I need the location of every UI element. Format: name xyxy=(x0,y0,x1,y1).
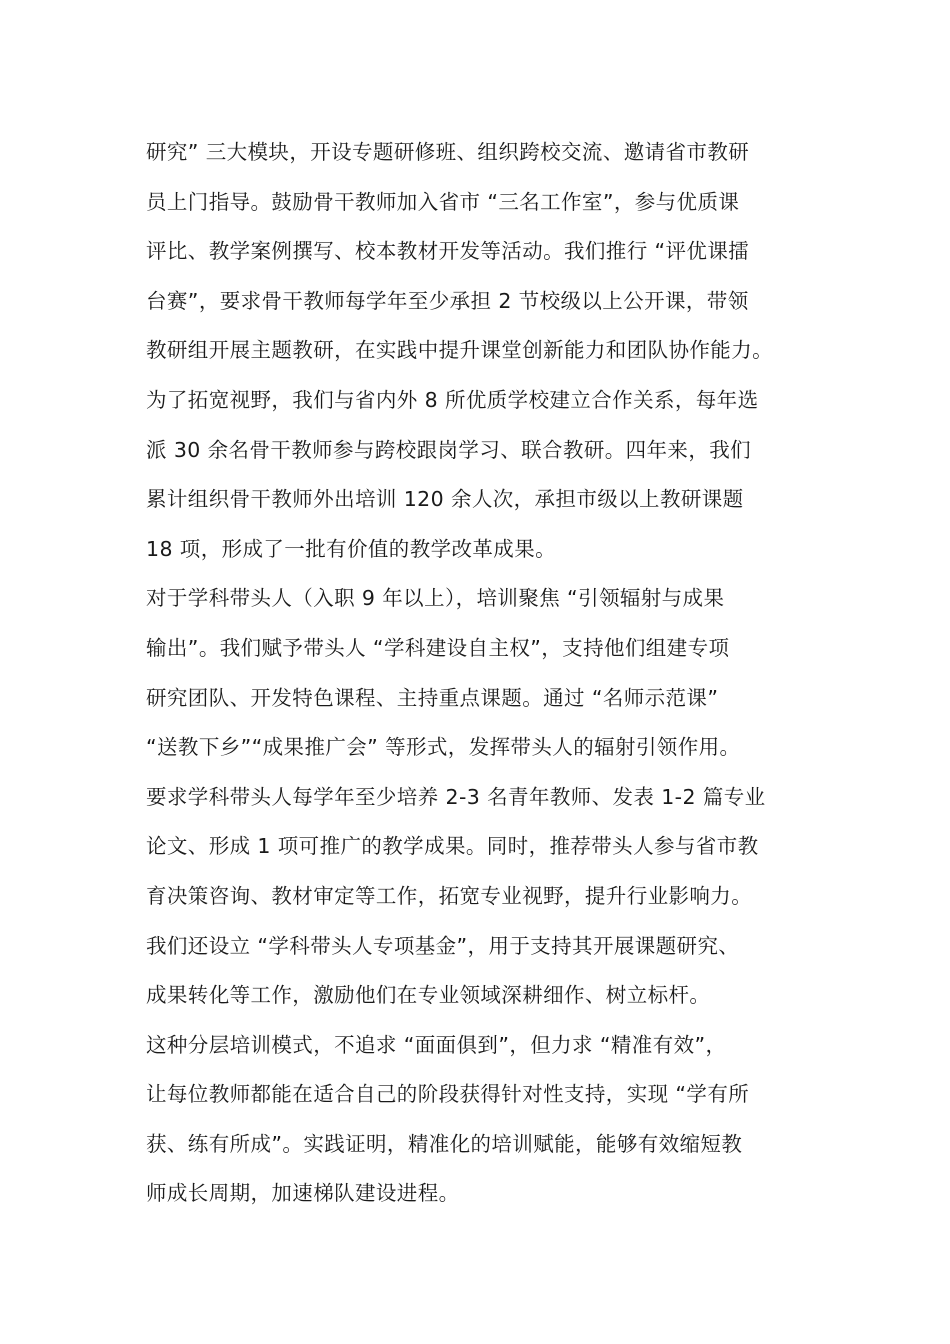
text-line: “送教下乡”“成果推广会” 等形式，发挥带头人的辐射引领作用。 xyxy=(146,735,741,760)
text-line: 对于学科带头人（入职 9 年以上），培训聚焦 “引领辐射与成果 xyxy=(146,586,725,611)
text-line: 让每位教师都能在适合自己的阶段获得针对性支持，实现 “学有所 xyxy=(146,1082,750,1107)
text-line: 输出”。我们赋予带头人 “学科建设自主权”，支持他们组建专项 xyxy=(146,635,730,660)
text-line: 研究” 三大模块，开设专题研修班、组织跨校交流、邀请省市教研 xyxy=(146,140,750,164)
text-line: 评比、教学案例撰写、校本教材开发等活动。我们推行 “评优课擂 xyxy=(146,239,750,264)
body-text xyxy=(146,128,846,1219)
text-line: 论文、形成 1 项可推广的教学成果。同时，推荐带头人参与省市教 xyxy=(146,834,759,859)
text-line: 派 30 余名骨干教师参与跨校跟岗学习、联合教研。四年来，我们 xyxy=(146,437,752,462)
text-line: 研究团队、开发特色课程、主持重点课题。通过 “名师示范课” xyxy=(146,685,719,710)
text-line: 获、练有所成”。实践证明，精准化的培训赋能，能够有效缩短教 xyxy=(146,1131,743,1156)
text-line: 育决策咨询、教材审定等工作，拓宽专业视野，提升行业影响力。 xyxy=(146,883,753,908)
text-line: 教研组开展主题教研，在实践中提升课堂创新能力和团队协作能力。 xyxy=(146,338,773,363)
text-line: 累计组织骨干教师外出培训 120 余人次，承担市级以上教研课题 xyxy=(146,487,744,512)
text-line: 这种分层培训模式，不追求 “面面俱到”，但力求 “精准有效”， xyxy=(146,1032,727,1057)
text-line: 为了拓宽视野，我们与省内外 8 所优质学校建立合作关系，每年选 xyxy=(146,387,759,412)
text-line: 员上门指导。鼓励骨干教师加入省市 “三名工作室”，参与优质课 xyxy=(146,189,740,214)
text-line: 成果转化等工作，激励他们在专业领域深耕细作、树立标杆。 xyxy=(146,983,711,1008)
text-line: 台赛”，要求骨干教师每学年至少承担 2 节校级以上公开课，带领 xyxy=(146,288,749,313)
text-line: 要求学科带头人每学年至少培养 2-3 名青年教师、发表 1-2 篇专业 xyxy=(146,784,766,809)
text-line: 师成长周期，加速梯队建设进程。 xyxy=(146,1181,460,1206)
text-line: 18 项，形成了一批有价值的教学改革成果。 xyxy=(146,536,557,561)
text-line: 我们还设立 “学科带头人专项基金”，用于支持其开展课题研究、 xyxy=(146,933,740,958)
